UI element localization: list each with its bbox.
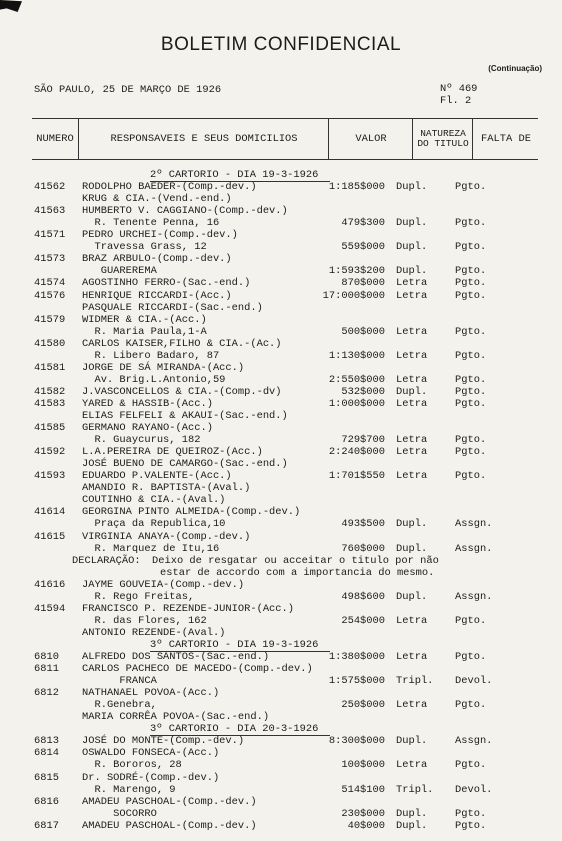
row-responsible: Av. Brig.L.Antonio,59 <box>82 373 226 386</box>
row-reason: Pgto. <box>455 651 487 663</box>
row-reason: Pgto. <box>455 241 487 254</box>
row-value: 559$000 <box>341 241 385 254</box>
row-responsible: OSWALDO FONSECA-(Acc.) <box>82 747 220 760</box>
row-responsible: R. Maria Paula,1-A <box>82 325 207 338</box>
row-responsible: AGOSTINHO FERRO-(Sac.-end.) <box>82 277 251 290</box>
row-type: Dupl. <box>396 518 428 531</box>
row-responsible: R.Genebra, <box>82 699 157 712</box>
row-number: 41581 <box>34 361 66 374</box>
row-number: 41576 <box>34 289 66 302</box>
row-responsible: SOCORRO <box>82 807 157 820</box>
row-type: Dupl. <box>396 217 428 230</box>
row-responsible: JOSÉ DO MONTE-(Comp.-dev.) <box>82 735 245 748</box>
row-reason: Assgn. <box>455 590 493 603</box>
row-type: Dupl. <box>396 735 428 748</box>
row-number: 41582 <box>34 385 66 398</box>
row-number: 41593 <box>34 470 66 483</box>
row-responsible: AMANDIO R. BAPTISTA-(Aval.) <box>82 482 251 495</box>
row-number: 41585 <box>34 422 66 435</box>
row-value: 1:130$000 <box>328 349 385 362</box>
row-value: 254$000 <box>341 614 385 627</box>
row-reason: Pgto. <box>455 325 487 338</box>
row-type: Letra <box>396 651 428 663</box>
document-title: BOLETIM CONFIDENCIAL <box>160 34 402 55</box>
row-reason: Devol. <box>455 783 493 796</box>
row-type: Letra <box>396 614 428 627</box>
row-reason: Assgn. <box>455 542 493 555</box>
row-responsible: AMADEU PASCHOAL-(Comp.-dev.) <box>82 819 257 832</box>
row-value: 2:240$000 <box>328 446 385 459</box>
row-value: 1:593$200 <box>328 265 385 278</box>
row-reason: Pgto. <box>455 807 487 820</box>
row-number: 6811 <box>34 663 59 676</box>
row-responsible: R. Marengo, 9 <box>82 783 176 796</box>
row-number: 6812 <box>34 687 59 700</box>
row-number: 6815 <box>34 771 59 784</box>
row-responsible: GEORGINA PINTO ALMEIDA-(Comp.-dev.) <box>82 506 301 519</box>
row-responsible: MARIA CORRÊA POVOA-(Sac.-end.) <box>82 711 270 724</box>
section-heading: 3º CARTORIO - DIA 19-3-1926 <box>150 638 319 651</box>
row-type: Dupl. <box>396 590 428 603</box>
row-reason: Pgto. <box>455 289 487 302</box>
row-value: 17:000$000 <box>322 289 385 302</box>
row-responsible: FRANCISCO P. REZENDE-JUNIOR-(Acc.) <box>82 602 295 615</box>
row-responsible: JAYME GOUVEIA-(Comp.-dev.) <box>82 578 245 591</box>
row-responsible: ELIAS FELFELI & AKAUI-(Sac.-end.) <box>82 410 288 422</box>
row-type: Letra <box>396 277 428 290</box>
row-type: Dupl. <box>396 265 428 278</box>
place-date: SÃO PAULO, 25 DE MARÇO DE 1926 <box>34 84 222 96</box>
row-reason: Pgto. <box>455 385 487 398</box>
row-type: Letra <box>396 373 428 386</box>
row-responsible: WIDMER & CIA.-(Acc.) <box>82 313 207 326</box>
sheet-number: Fl. 2 <box>440 95 472 107</box>
row-responsible: Dr. SODRÉ-(Comp.-dev.) <box>82 771 220 784</box>
row-responsible: JOSÉ BUENO DE CAMARGO-(Sac.-end.) <box>82 458 288 471</box>
row-responsible: PEDRO URCHEI-(Comp.-dev.) <box>82 229 238 242</box>
row-responsible: GERMANO RAYANO-(Acc.) <box>82 422 213 435</box>
row-responsible: HUMBERTO V. CAGGIANO-(Comp.-dev.) <box>82 205 288 218</box>
row-number: 6817 <box>34 819 59 832</box>
row-number: 41574 <box>34 277 66 290</box>
row-value: 1:575$000 <box>328 675 385 688</box>
row-number: 41583 <box>34 397 66 410</box>
row-number: 6813 <box>34 735 59 748</box>
declaration-text-2: estar de accordo com a importancia do mesmo. <box>160 566 435 579</box>
row-value: 1:185$000 <box>328 181 385 194</box>
row-type: Letra <box>396 349 428 362</box>
row-number: 41563 <box>34 205 66 218</box>
row-responsible: AMADEU PASCHOAL-(Comp.-dev.) <box>82 795 257 808</box>
table-header <box>32 118 538 160</box>
row-responsible: HENRIQUE RICCARDI-(Acc.) <box>82 289 232 302</box>
row-reason: Pgto. <box>455 819 487 832</box>
row-reason: Pgto. <box>455 277 487 290</box>
row-responsible: COUTINHO & CIA.-(Aval.) <box>82 494 226 507</box>
row-type: Letra <box>396 397 428 410</box>
row-number: 41580 <box>34 337 66 350</box>
row-responsible: KRUG & CIA.-(Vend.-end.) <box>82 193 232 206</box>
declaration-text-1: Deixo de resgatar ou acceitar o titulo por não <box>152 554 439 567</box>
header-natureza: NATUREZA DO TITULO <box>412 119 473 159</box>
row-responsible: JORGE DE SÁ MIRANDA-(Acc.) <box>82 361 245 374</box>
row-responsible: Praça da Republica,10 <box>82 518 226 531</box>
row-number: 41573 <box>34 253 66 266</box>
continuation-label: (Continuação) <box>488 64 542 73</box>
row-responsible: R. Rego Freitas, <box>82 590 195 603</box>
row-responsible: BRAZ ARBULO-(Comp.-dev.) <box>82 253 232 266</box>
row-value: 230$000 <box>341 807 385 820</box>
row-type: Dupl. <box>396 542 428 555</box>
row-value: 1:701$550 <box>328 470 385 483</box>
row-type: Letra <box>396 325 428 338</box>
header-falta: FALTA DE <box>472 119 539 159</box>
row-reason: Pgto. <box>455 759 487 772</box>
row-value: 514$100 <box>341 783 385 796</box>
row-reason: Pgto. <box>455 446 487 459</box>
header-numero: NUMERO <box>36 133 74 145</box>
row-responsible: RODOLPHO BAEDER-(Comp.-dev.) <box>82 181 257 194</box>
row-value: 500$000 <box>341 325 385 338</box>
row-responsible: CARLOS PACHECO DE MACEDO-(Comp.-dev.) <box>82 663 313 676</box>
row-reason: Pgto. <box>455 397 487 410</box>
row-responsible: NATHANAEL POVOA-(Acc.) <box>82 687 220 700</box>
row-type: Letra <box>396 699 428 712</box>
row-reason: Assgn. <box>455 518 493 531</box>
row-number: 41579 <box>34 313 66 326</box>
row-reason: Devol. <box>455 675 493 688</box>
row-responsible: R. Guaycurus, 182 <box>82 434 201 447</box>
row-responsible: PASQUALE RICCARDI-(Sac.-end.) <box>82 301 263 314</box>
row-responsible: R. Libero Badaro, 87 <box>82 349 220 362</box>
section-heading: 2º CARTORIO - DIA 19-3-1926 <box>150 169 319 181</box>
row-reason: Pgto. <box>455 699 487 712</box>
bulletin-number: Nº 469 <box>440 83 478 95</box>
row-reason: Pgto. <box>455 217 487 230</box>
row-value: 1:000$000 <box>328 397 385 410</box>
row-type: Dupl. <box>396 181 428 194</box>
row-type: Letra <box>396 434 428 447</box>
row-type: Dupl. <box>396 385 428 398</box>
row-responsible: R. Bororos, 28 <box>82 759 182 772</box>
row-responsible: GUAREREMA <box>82 265 157 278</box>
row-type: Tripl. <box>396 783 434 796</box>
row-value: 870$000 <box>341 277 385 290</box>
row-reason: Pgto. <box>455 181 487 194</box>
row-type: Dupl. <box>396 807 428 820</box>
row-reason: Pgto. <box>455 614 487 627</box>
section-heading: 3º CARTORIO - DIA 20-3-1926 <box>150 723 319 736</box>
row-value: 729$700 <box>341 434 385 447</box>
row-responsible: L.A.PEREIRA DE QUEIROZ-(Acc.) <box>82 446 263 459</box>
row-responsible: Travessa Grass, 12 <box>82 241 207 254</box>
row-number: 41594 <box>34 602 66 615</box>
ink-blot-decoration <box>0 0 22 12</box>
row-value: 40$000 <box>347 819 385 832</box>
row-responsible: R. Tenente Penna, 16 <box>82 217 220 230</box>
row-type: Letra <box>396 470 428 483</box>
row-type: Letra <box>396 289 428 302</box>
row-value: 760$000 <box>341 542 385 555</box>
row-value: 8:300$000 <box>328 735 385 748</box>
row-reason: Pgto. <box>455 349 487 362</box>
row-value: 1:380$000 <box>328 651 385 663</box>
row-number: 6814 <box>34 747 59 760</box>
row-responsible: EDUARDO P.VALENTE-(Acc.) <box>82 470 232 483</box>
row-reason: Pgto. <box>455 373 487 386</box>
row-number: 6810 <box>34 651 59 663</box>
row-type: Letra <box>396 446 428 459</box>
row-number: 41614 <box>34 506 66 519</box>
declaration-label: DECLARAÇÃO: <box>72 554 141 567</box>
row-type: Letra <box>396 759 428 772</box>
row-value: 250$000 <box>341 699 385 712</box>
row-responsible: R. das Flores, 162 <box>82 614 207 627</box>
row-number: 41592 <box>34 446 66 459</box>
row-value: 498$600 <box>341 590 385 603</box>
row-reason: Assgn. <box>455 735 493 748</box>
row-responsible: ANTONIO REZENDE-(Aval.) <box>82 626 226 639</box>
row-responsible: FRANCA <box>82 675 157 688</box>
row-number: 41615 <box>34 530 66 543</box>
row-reason: Pgto. <box>455 470 487 483</box>
row-number: 41571 <box>34 229 66 242</box>
row-responsible: VIRGINIA ANAYA-(Comp.-dev.) <box>82 530 251 543</box>
row-type: Dupl. <box>396 241 428 254</box>
row-value: 2:550$000 <box>328 373 385 386</box>
row-number: 6816 <box>34 795 59 808</box>
row-reason: Pgto. <box>455 434 487 447</box>
row-value: 479$300 <box>341 217 385 230</box>
row-value: 100$000 <box>341 759 385 772</box>
row-reason: Pgto. <box>455 265 487 278</box>
row-responsible: CARLOS KAISER,FILHO & CIA.-(Ac.) <box>82 337 282 350</box>
header-responsaveis: RESPONSAVEIS E SEUS DOMICILIOS <box>78 119 329 159</box>
header-valor: VALOR <box>328 119 413 159</box>
row-number: 41616 <box>34 578 66 591</box>
row-responsible: YARED & HASSIB-(Acc.) <box>82 397 213 410</box>
row-type: Dupl. <box>396 819 428 832</box>
row-value: 532$000 <box>341 385 385 398</box>
row-responsible: R. Marquez de Itu,16 <box>82 542 220 555</box>
row-value: 493$500 <box>341 518 385 531</box>
row-responsible: ALFREDO DOS SANTOS-(Sac.-end.) <box>82 651 270 663</box>
row-responsible: J.VASCONCELLOS & CIA.-(Comp.-dv) <box>82 385 282 398</box>
row-number: 41562 <box>34 181 66 194</box>
row-type: Tripl. <box>396 675 434 688</box>
